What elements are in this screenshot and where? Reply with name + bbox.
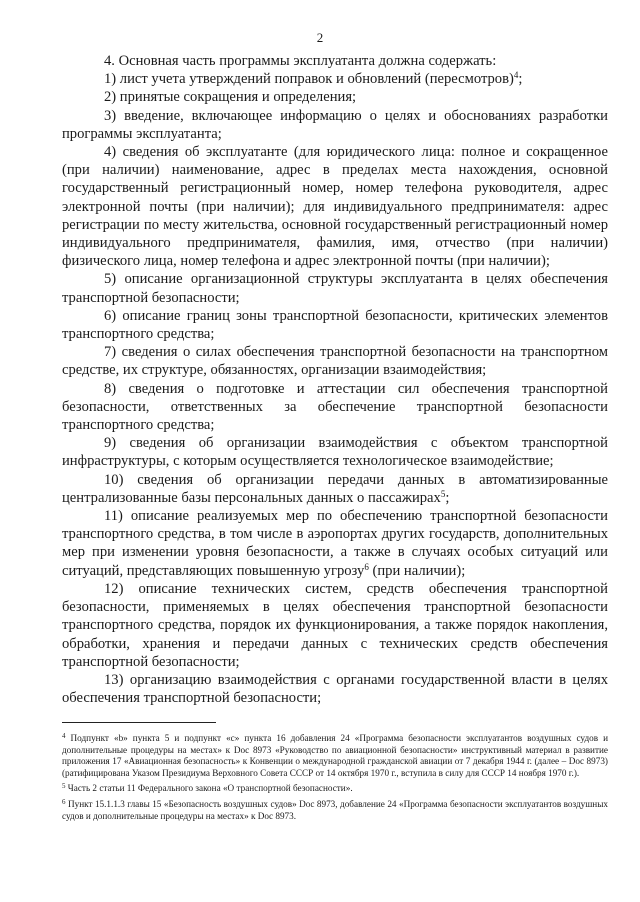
paragraph: 12) описание технических систем, средств обеспечения транспортной безопасности, применяемых в целях обеспечения транспортной безопасности транспортного средства, порядок их функционирования, а также порядок накопления, обработки, хранения и передачи данных с технических средств обеспечения транспортной безопасности; — [62, 580, 608, 670]
paragraph: 5) описание организационной структуры эксплуатанта в целях обеспечения транспортной безопасности; — [62, 271, 608, 306]
paragraph: 8) сведения о подготовке и аттестации сил обеспечения транспортной безопасности, ответственных за обеспечение транспортной безопасности транспортного средства; — [62, 380, 608, 434]
paragraph: 1) лист учета утверждений поправок и обновлений (пересмотров)$^4$; — [104, 70, 523, 88]
paragraph: 4. Основная часть программы эксплуатанта должна содержать: — [104, 53, 497, 69]
footnote: $^4$ Подпункт «b» пункта 5 и подпункт «c» пункта 16 добавления 24 «Программа безопасности эксплуатантов воздушных судов и дополнительные процедуры на местах» к Doc 8973 «Руководство по авиационной безопасности» инструктивный материал в развитие приложения 17 «Авиационная безопасность» к Конвенции о международной гражданской авиации от 7 декабря 1944 г. (далее – Doc 8973) (ратифицирована Указом Президиума Верховного Совета СССР от 14 октября 1970 г., вступила в силу для СССР 14 ноября 1970 г.). — [62, 732, 608, 778]
paragraph: 2) принятые сокращения и определения; — [104, 89, 357, 106]
footnote-separator — [62, 722, 216, 723]
paragraph: 11) описание реализуемых мер по обеспечению транспортной безопасности транспортного средства, в том числе в аэропортах других государств, дополнительных мер при изменении уровня безопасности, а также в случаях особых ситуаций или ситуаций, представляющих повышенную угрозу$^6$ (при наличии); — [62, 508, 608, 579]
body-text — [62, 52, 608, 707]
paragraph: 10) сведения об организации передачи данных в автоматизированные централизованные базы персональных данных о пассажирах$^5$; — [62, 471, 608, 506]
paragraph: 3) введение, включающее информацию о целях и обоснованиях разработки программы эксплуатанта; — [62, 107, 608, 142]
footnote-mark: 5 — [62, 782, 66, 791]
footnote-ref: 6 — [364, 561, 369, 572]
footnote-mark: 4 — [62, 732, 66, 740]
paragraph: 7) сведения о силах обеспечения транспортной безопасности на транспортном средстве, их структуре, обязанностях, организации взаимодействия; — [62, 344, 608, 379]
footnote: $^6$ Пункт 15.1.1.3 главы 15 «Безопасность воздушных судов» Doc 8973, добавление 24 «Программа безопасности эксплуатантов воздушных судов и дополнительные процедуры на местах» к Doc 8973. — [62, 797, 608, 821]
paragraph: 4) сведения об эксплуатанте (для юридического лица: полное и сокращенное (при наличии) наименование, адрес в пределах места нахождения, основной государственный регистрационный номер, номер телефона руководителя, адрес электронной почты (при наличии); для индивидуального предпринимателя: адрес регистрации по месту жительства, основной государственный регистрационный номер индивидуального предпринимателя, фамилия, имя, отчество (при наличии) физического лица, номер телефона и адрес электронной почты (при наличии); — [62, 144, 608, 270]
footnote-mark: 6 — [62, 797, 66, 806]
footnote-ref: 5 — [440, 488, 446, 499]
footnotes — [62, 731, 608, 824]
page-number: 2 — [316, 30, 324, 45]
footnote-ref: 4 — [513, 70, 519, 81]
paragraph: 13) организацию взаимодействия с органами государственной власти в целях обеспечения транспортной безопасности; — [62, 671, 608, 707]
footnote: $^5$ Часть 2 статьи 11 Федерального закона «О транспортной безопасности». — [62, 782, 353, 794]
paragraph: 6) описание границ зоны транспортной безопасности, критических элементов транспортного средства; — [62, 307, 608, 343]
paragraph: 9) сведения об организации взаимодействия с объектом транспортной инфраструктуры, с которым осуществляется технологическое взаимодействие; — [62, 435, 608, 470]
